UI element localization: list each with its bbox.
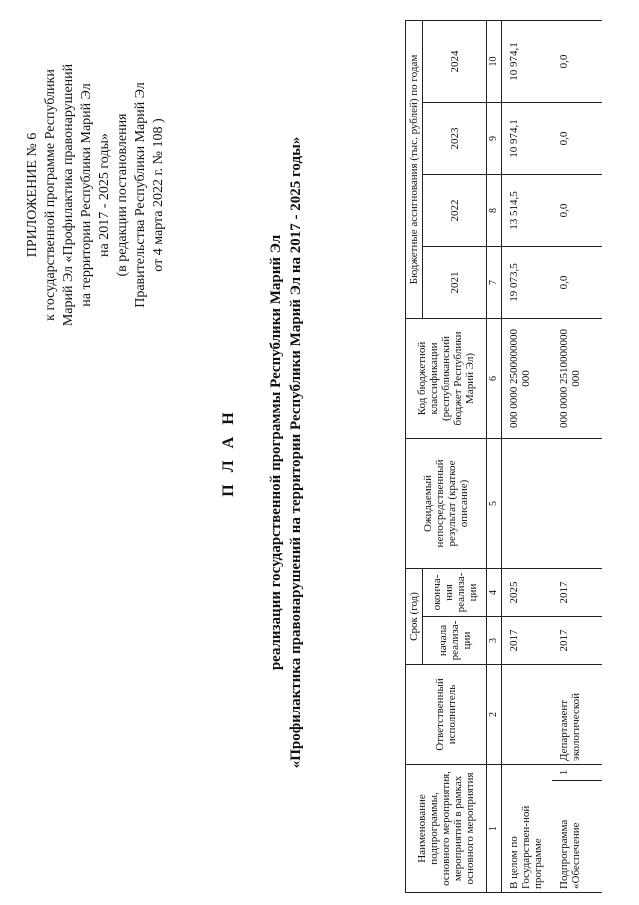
header-term: Срок (год) bbox=[406, 568, 423, 664]
row-start: 2017 bbox=[552, 616, 602, 664]
appendix-line: Марий Эл «Профилактика правонарушений bbox=[61, 63, 76, 327]
header-executor: Ответственный исполнитель bbox=[406, 664, 487, 764]
row-code: 000 0000 2500000000 000 bbox=[502, 318, 552, 438]
appendix-block bbox=[24, 45, 168, 345]
header-year-2021: 2021 bbox=[423, 246, 487, 318]
appendix-line: ПРИЛОЖЕНИЕ № 6 bbox=[25, 132, 40, 258]
col-number: 1 bbox=[487, 764, 502, 892]
header-budget: Бюджетные ассигнования (тыс. рублей) по годам bbox=[406, 20, 423, 318]
appendix-line: на территории Республики Марий Эл bbox=[79, 83, 94, 307]
column-number-row bbox=[487, 20, 502, 892]
col-number: 8 bbox=[487, 174, 502, 246]
plan-subtitle-1: реализации государственной программы Республики Марий Эл bbox=[268, 234, 284, 671]
header-result: Ожидаемый непосредственный результат (краткое описание) bbox=[406, 438, 487, 568]
row-end: 2017 bbox=[552, 568, 602, 616]
row-name: Подпрограмма «Обеспечение bbox=[552, 781, 602, 893]
header-name: Наименование подпрограммы, основного мероприятия, мероприятий в рамках основного мероприятия bbox=[406, 764, 487, 892]
row-number: 1 bbox=[552, 764, 602, 780]
row-end: 2025 bbox=[502, 568, 552, 616]
header-year-2023: 2023 bbox=[423, 102, 487, 174]
row-2021: 19 073,5 bbox=[502, 246, 552, 318]
col-number: 2 bbox=[487, 664, 502, 764]
row-executor: Департамент экологической bbox=[552, 664, 602, 764]
table-row bbox=[552, 20, 602, 892]
header-year-2022: 2022 bbox=[423, 174, 487, 246]
col-number: 10 bbox=[487, 20, 502, 102]
row-code: 000 0000 2510000000 000 bbox=[552, 318, 602, 438]
col-number: 5 bbox=[487, 438, 502, 568]
row-executor bbox=[502, 664, 552, 764]
appendix-line: Правительства Республики Марий Эл bbox=[133, 82, 148, 308]
row-result bbox=[552, 438, 602, 568]
header-term-start: начала реализа-ции bbox=[423, 616, 487, 664]
row-2024: 10 974,1 bbox=[502, 20, 552, 102]
header-term-end: оконча-ния реализа-ции bbox=[423, 568, 487, 616]
row-2023: 0,0 bbox=[552, 102, 602, 174]
row-2024: 0,0 bbox=[552, 20, 602, 102]
col-number: 4 bbox=[487, 568, 502, 616]
row-start: 2017 bbox=[502, 616, 552, 664]
appendix-line: на 2017 - 2025 годы» bbox=[97, 133, 112, 257]
plan-title: П Л А Н bbox=[220, 408, 237, 497]
row-result bbox=[502, 438, 552, 568]
plan-table bbox=[405, 20, 602, 893]
header-row-1 bbox=[406, 20, 423, 892]
header-year-2024: 2024 bbox=[423, 20, 487, 102]
appendix-line: к государственной программе Республики bbox=[43, 69, 58, 321]
row-2021: 0,0 bbox=[552, 246, 602, 318]
row-name: В целом по Государствен-ной программе bbox=[502, 764, 552, 892]
col-number: 6 bbox=[487, 318, 502, 438]
table-row bbox=[502, 20, 552, 892]
row-2022: 0,0 bbox=[552, 174, 602, 246]
header-code: Код бюджетной классификации (республиканский бюджет Республики Марий Эл) bbox=[406, 318, 487, 438]
appendix-line: (в редакции постановления bbox=[115, 113, 130, 277]
col-number: 9 bbox=[487, 102, 502, 174]
col-number: 7 bbox=[487, 246, 502, 318]
row-2022: 13 514,5 bbox=[502, 174, 552, 246]
row-2023: 10 974,1 bbox=[502, 102, 552, 174]
col-number: 3 bbox=[487, 616, 502, 664]
appendix-line: от 4 марта 2022 г. № 108 ) bbox=[151, 118, 166, 272]
plan-subtitle-2: «Профилактика правонарушений на территории Республики Марий Эл на 2017 - 2025 годы» bbox=[288, 136, 304, 769]
